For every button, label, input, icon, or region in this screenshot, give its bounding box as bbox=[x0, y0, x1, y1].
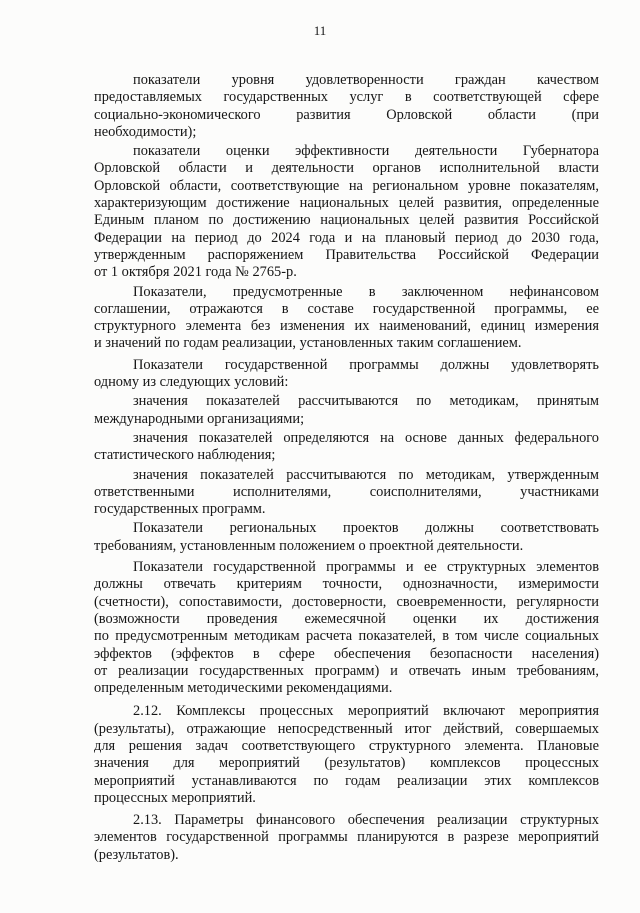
paragraph-line: (результатов). bbox=[94, 846, 179, 863]
paragraph-line: (счетности), сопоставимости, достоверности, своевременности, регулярности bbox=[94, 593, 599, 610]
paragraph-line: Показатели, предусмотренные в заключенном нефинансовом bbox=[133, 283, 599, 300]
paragraph-line: Орловской области, соответствующие на региональном уровне показателям, bbox=[94, 177, 599, 194]
document-body bbox=[94, 72, 599, 864]
paragraph-line: Федерации на период до 2024 года и на плановый период до 2030 года, bbox=[94, 229, 599, 246]
paragraph-line: необходимости); bbox=[94, 123, 197, 140]
paragraph-line: мероприятий устанавливаются по годам реализации этих комплексов bbox=[94, 772, 599, 789]
paragraph-line: социально-экономического развития Орловской области (при bbox=[94, 106, 599, 123]
paragraph-line: от 1 октября 2021 года № 2765-р. bbox=[94, 264, 297, 281]
paragraph-line: и значений по годам реализации, установленных таким соглашением. bbox=[94, 335, 522, 352]
paragraph-line: эффектов (эффектов в сфере обеспечения безопасности населения) bbox=[94, 645, 599, 662]
paragraph-line: Показатели государственной программы и ее структурных элементов bbox=[133, 559, 599, 576]
paragraph-line: по предусмотренным методикам расчета показателей, в том числе социальных bbox=[94, 628, 599, 645]
paragraph bbox=[94, 393, 599, 428]
paragraph-line: значения показателей рассчитываются по методикам, принятым bbox=[133, 393, 599, 410]
paragraph-line: элементов государственной программы планируются в разрезе мероприятий bbox=[94, 829, 599, 846]
paragraph-line: Орловской области и деятельности органов исполнительной власти bbox=[94, 160, 599, 177]
paragraph-line: Показатели региональных проектов должны соответствовать bbox=[133, 520, 599, 537]
paragraph-line: требованиям, установленным положением о проектной деятельности. bbox=[94, 537, 524, 554]
paragraph-line: (результаты), отражающие непосредственный итог действий, совершаемых bbox=[94, 720, 599, 737]
paragraph-line: показатели уровня удовлетворенности граждан качеством bbox=[133, 72, 599, 88]
paragraph-line: значения показателей определяются на основе данных федерального bbox=[133, 429, 599, 446]
paragraph bbox=[94, 703, 599, 807]
paragraph-line: 2.13. Параметры финансового обеспечения реализации структурных bbox=[133, 812, 599, 829]
paragraph-line: соглашении, отражаются в составе государственной программы, ее bbox=[94, 300, 599, 317]
paragraph-line: процессных мероприятий. bbox=[94, 789, 256, 806]
paragraph-line: 2.12. Комплексы процессных мероприятий включают мероприятия bbox=[133, 703, 599, 720]
paragraph bbox=[94, 72, 599, 141]
paragraph bbox=[94, 284, 599, 353]
paragraph-line: для решения задач соответствующего структурного элемента. Плановые bbox=[94, 737, 599, 754]
paragraph-line: показатели оценки эффективности деятельности Губернатора bbox=[133, 143, 599, 160]
paragraph bbox=[94, 467, 599, 519]
paragraph-line: должны отвечать критериям точности, однозначности, измеримости bbox=[94, 576, 599, 593]
paragraph-line: значения для мероприятий (результатов) комплексов процессных bbox=[94, 755, 599, 772]
paragraph-line: утвержденным распоряжением Правительства Российской Федерации bbox=[94, 246, 599, 263]
paragraph bbox=[94, 430, 599, 465]
paragraph bbox=[94, 559, 599, 697]
paragraph-line: одному из следующих условий: bbox=[94, 374, 289, 391]
page-number: 11 bbox=[313, 23, 327, 38]
paragraph-line: предоставляемых государственных услуг в соответствующей сфере bbox=[94, 89, 599, 106]
paragraph bbox=[94, 357, 599, 392]
paragraph bbox=[94, 143, 599, 281]
paragraph-line: характеризующим достижение национальных целей развития, определенные bbox=[94, 195, 599, 212]
paragraph-line: ответственными исполнителями, соисполнителями, участниками bbox=[94, 483, 599, 500]
paragraph bbox=[94, 812, 599, 864]
paragraph-line: статистического наблюдения; bbox=[94, 447, 276, 464]
paragraph-line: международными организациями; bbox=[94, 410, 305, 427]
paragraph-line: государственных программ. bbox=[94, 501, 266, 518]
paragraph-line: от реализации государственных программ) и отвечать иным требованиям, bbox=[94, 662, 599, 679]
paragraph-line: структурного элемента без изменения их наименований, единиц измерения bbox=[94, 318, 599, 335]
paragraph-line: (возможности проведения ежемесячной оценки их достижения bbox=[94, 610, 599, 627]
paragraph bbox=[94, 520, 599, 555]
paragraph-line: Показатели государственной программы должны удовлетворять bbox=[133, 356, 599, 373]
paragraph-line: Единым планом по достижению национальных целей развития Российской bbox=[94, 212, 599, 229]
paragraph-line: определенным методическими рекомендациями. bbox=[94, 680, 393, 697]
paragraph-line: значения показателей рассчитываются по методикам, утвержденным bbox=[133, 466, 599, 483]
